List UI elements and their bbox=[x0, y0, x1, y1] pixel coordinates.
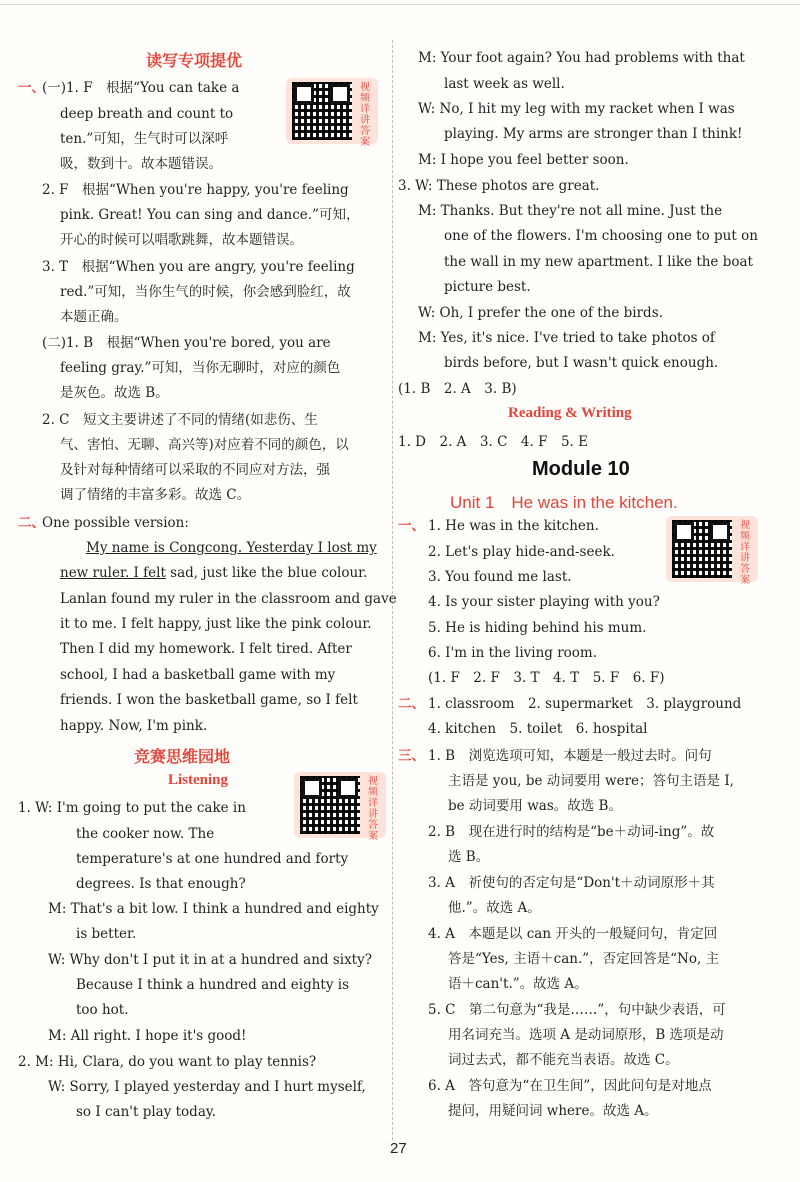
section-marker: 一、 bbox=[398, 518, 425, 534]
page-number: 27 bbox=[390, 1140, 407, 1157]
essay-line: new ruler. I felt sad, just like the blue colour. bbox=[60, 565, 368, 581]
dialogue-line: M: I hope you feel better soon. bbox=[418, 152, 629, 168]
answer-line: 2. Let's play hide-and-seek. bbox=[428, 544, 615, 560]
dialogue-line: last week as well. bbox=[444, 76, 565, 92]
essay-line: Lanlan found my ruler in the classroom and gave bbox=[60, 591, 397, 607]
answer-line: 词过去式，都不能充当表语。故选 C。 bbox=[448, 1052, 679, 1068]
dialogue-line: degrees. Is that enough? bbox=[76, 876, 246, 892]
answer-line: 6. A 答句意为“在卫生间”，因此问句是对地点 bbox=[428, 1078, 712, 1094]
answer-line: pink. Great! You can sing and dance.”可知， bbox=[60, 207, 360, 223]
answer-line: 6. I'm in the living room. bbox=[428, 645, 598, 661]
dialogue-line: too hot. bbox=[76, 1002, 129, 1018]
answer-line: 2. B 现在进行时的结构是“be＋动词-ing”。故 bbox=[428, 824, 715, 840]
answer-line: 1. B 浏览选项可知，本题是一般过去时。问句 bbox=[428, 748, 712, 764]
answer-line: 用名词充当。选项 A 是动词原形，B 选项是动 bbox=[448, 1027, 724, 1043]
answer-line: 5. C 第二句意为“我是……”，句中缺少表语，可 bbox=[428, 1002, 726, 1018]
dialogue-line: one of the flowers. I'm choosing one to put on bbox=[444, 228, 758, 244]
answer-line: 1. classroom 2. supermarket 3. playground bbox=[428, 696, 742, 712]
dialogue-line: M: That's a bit low. I think a hundred and eighty bbox=[48, 901, 379, 917]
dialogue-line: W: Sorry, I played yesterday and I hurt myself, bbox=[48, 1079, 366, 1095]
subsection-title: Listening bbox=[168, 772, 229, 788]
section-marker: 二、 bbox=[18, 515, 45, 531]
answer-line: 本题正确。 bbox=[60, 309, 128, 325]
qr-label: 视频详讲答案 bbox=[368, 776, 378, 842]
answer-line: 答是“Yes, 主语＋can.”，否定回答是“No, 主 bbox=[448, 951, 720, 967]
answer-line: 2. C 短文主要讲述了不同的情绪(如悲伤、生 bbox=[42, 412, 318, 428]
dialogue-line: the wall in my new apartment. I like the boat bbox=[444, 254, 753, 270]
answer-line: feeling gray.”可知，当你无聊时，对应的颜色 bbox=[60, 360, 341, 376]
answer-line: 3. You found me last. bbox=[428, 569, 572, 585]
dialogue-line: 2. M: Hi, Clara, do you want to play tennis? bbox=[18, 1054, 317, 1070]
answer-line: be 动词要用 was。故选 B。 bbox=[448, 798, 622, 814]
answer-line: 3. A 祈使句的否定句是“Don't＋动词原形＋其 bbox=[428, 875, 715, 891]
qr-icon bbox=[672, 520, 732, 578]
dialogue-line: 1. W: I'm going to put the cake in bbox=[18, 800, 246, 816]
answer-line: 气、害怕、无聊、高兴等)对应着不同的颜色，以 bbox=[60, 437, 349, 453]
essay-line: school, I had a basketball game with my bbox=[60, 667, 336, 683]
essay-line: happy. Now, I'm pink. bbox=[60, 718, 208, 734]
answer-line: 主语是 you, be 动词要用 were；答句主语是 I, bbox=[448, 773, 734, 789]
dialogue-line: birds before, but I wasn't quick enough. bbox=[444, 355, 719, 371]
answer-line: 他.”。故选 A。 bbox=[448, 900, 541, 916]
answer-line: 2. F 根据“When you're happy, you're feeling bbox=[42, 182, 349, 198]
answer-line: red.”可知，当你生气的时候，你会感到脸红，故 bbox=[60, 284, 351, 300]
qr-code[interactable] bbox=[286, 78, 378, 148]
unit-title: Unit 1 He was in the kitchen. bbox=[450, 493, 678, 512]
dialogue-line: temperature's at one hundred and forty bbox=[76, 851, 349, 867]
answer-line: 1. He was in the kitchen. bbox=[428, 518, 599, 534]
answer-key: (1. F 2. F 3. T 4. T 5. F 6. F) bbox=[428, 670, 665, 686]
dialogue-line: Because I think a hundred and eighty is bbox=[76, 977, 349, 993]
answer-line: 5. He is hiding behind his mum. bbox=[428, 620, 647, 636]
qr-label: 视频详讲答案 bbox=[740, 520, 750, 586]
dialogue-line: W: Why don't I put it in at a hundred and sixty? bbox=[48, 952, 372, 968]
answer-line: ten.”可知，生气时可以深呼 bbox=[60, 131, 229, 147]
answer-line: 是灰色。故选 B。 bbox=[60, 385, 169, 401]
dialogue-line: playing. My arms are stronger than I think! bbox=[444, 126, 743, 142]
section-marker: 二、 bbox=[398, 696, 425, 712]
dialogue-line: W: Oh, I prefer the one of the birds. bbox=[418, 305, 663, 321]
section-marker: 三、 bbox=[398, 748, 425, 764]
subsection-title: Reading & Writing bbox=[508, 405, 632, 421]
answer-line: 开心的时候可以唱歌跳舞，故本题错误。 bbox=[60, 232, 303, 248]
dialogue-line: M: Thanks. But they're not all mine. Just the bbox=[418, 203, 723, 219]
essay-heading: One possible version: bbox=[42, 515, 189, 531]
essay-line: it to me. I felt happy, just like the pink colour. bbox=[60, 616, 372, 632]
answer-line: 3. T 根据“When you are angry, you're feeling bbox=[42, 259, 355, 275]
dialogue-line: the cooker now. The bbox=[76, 826, 215, 842]
answer-line: 提问，用疑问词 where。故选 A。 bbox=[448, 1103, 658, 1119]
essay-underline: new ruler. I felt bbox=[60, 565, 166, 581]
top-rule bbox=[0, 4, 800, 5]
dialogue-line: M: Your foot again? You had problems with that bbox=[418, 50, 745, 66]
dialogue-line: 3. W: These photos are great. bbox=[398, 178, 600, 194]
dialogue-line: M: Yes, it's nice. I've tried to take photos of bbox=[418, 330, 715, 346]
dialogue-line: M: All right. I hope it's good! bbox=[48, 1028, 247, 1044]
essay-line: friends. I won the basketball game, so I felt bbox=[60, 692, 358, 708]
section-title: 竞赛思维园地 bbox=[134, 747, 231, 766]
qr-icon bbox=[292, 82, 352, 140]
answer-line: deep breath and count to bbox=[60, 106, 234, 122]
qr-code[interactable] bbox=[666, 516, 758, 586]
qr-label: 视频详讲答案 bbox=[360, 82, 370, 148]
qr-code[interactable] bbox=[294, 772, 386, 842]
answer-line: 4. kitchen 5. toilet 6. hospital bbox=[428, 721, 648, 737]
answer-line: 4. A 本题是以 can 开头的一般疑问句，肯定回 bbox=[428, 926, 718, 942]
answer-line: 吸，数到十。故本题错误。 bbox=[60, 156, 222, 172]
section-title: 读写专项提优 bbox=[146, 51, 243, 70]
answer-key: (1. B 2. A 3. B) bbox=[398, 381, 517, 397]
answer-line: 及针对每种情绪可以采取的不同应对方法，强 bbox=[60, 462, 330, 478]
answer-line: (二)1. B 根据“When you're bored, you are bbox=[42, 335, 331, 351]
essay-line: Then I did my homework. I felt tired. After bbox=[60, 641, 352, 657]
answer-key: 1. D 2. A 3. C 4. F 5. E bbox=[398, 434, 588, 450]
dialogue-line: so I can't play today. bbox=[76, 1104, 216, 1120]
answer-line: (一)1. F 根据“You can take a bbox=[42, 80, 240, 96]
dialogue-line: is better. bbox=[76, 926, 137, 942]
essay-line: My name is Congcong. Yesterday I lost my bbox=[86, 540, 377, 556]
section-marker: 一、 bbox=[18, 80, 45, 96]
qr-icon bbox=[300, 776, 360, 834]
answer-line: 4. Is your sister playing with you? bbox=[428, 594, 660, 610]
dialogue-line: picture best. bbox=[444, 279, 531, 295]
answer-line: 选 B。 bbox=[448, 849, 490, 865]
answer-line: 调了情绪的丰富多彩。故选 C。 bbox=[60, 487, 251, 503]
dialogue-line: W: No, I hit my leg with my racket when I was bbox=[418, 101, 735, 117]
answer-line: 语＋can't.”。故选 A。 bbox=[448, 976, 588, 992]
module-title: Module 10 bbox=[532, 458, 630, 480]
